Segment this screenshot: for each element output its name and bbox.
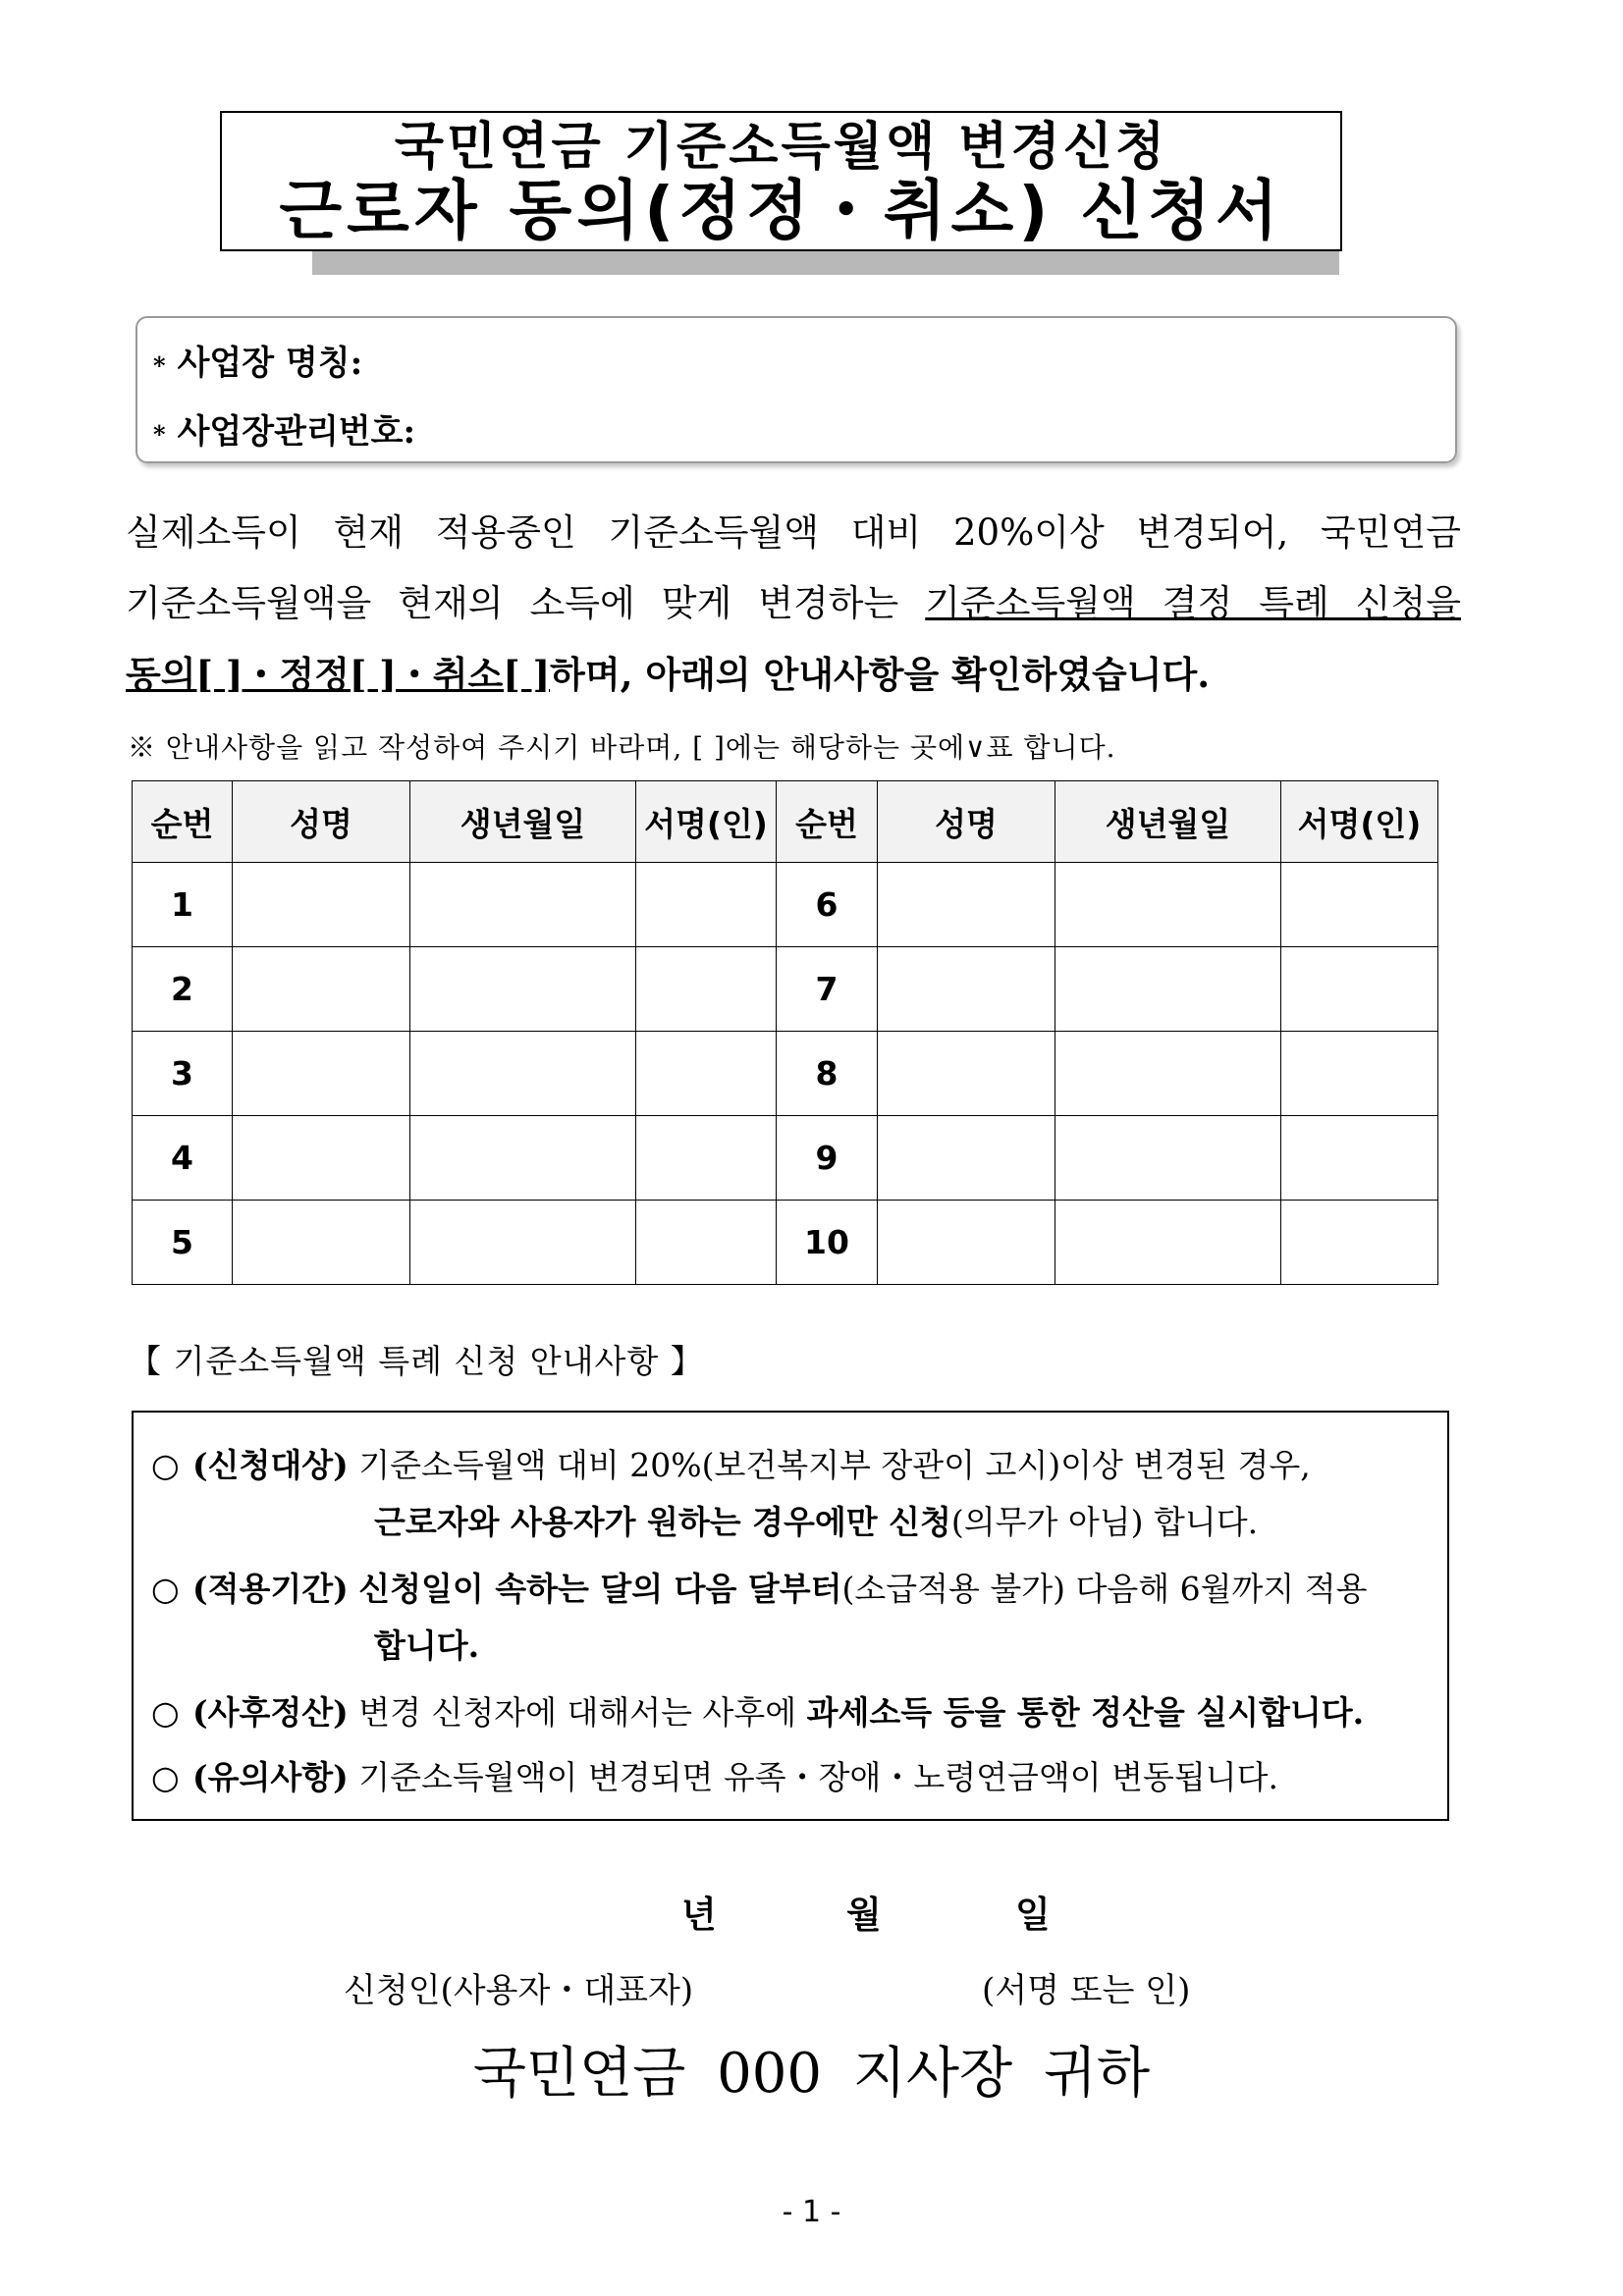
consent-statement <box>126 498 1461 711</box>
guide-text-bold: 신청일이 속하는 달의 다음 달부터 <box>358 1570 842 1608</box>
row-number: 10 <box>777 1201 878 1285</box>
consent-checkbox-options[interactable]: 동의[ ]・정정[ ]・취소[ ] <box>126 653 551 696</box>
guide-box <box>132 1411 1449 1821</box>
guide-text: (소급적용 불가) 다음해 6월까지 적용 <box>841 1570 1368 1608</box>
table-row <box>133 1032 1438 1116</box>
statement-text: 하며, 아래의 안내사항을 확인하였습니다. <box>550 653 1211 696</box>
date-month-label: 월 <box>846 1893 882 1936</box>
table-row <box>133 947 1438 1032</box>
birthdate-cell[interactable] <box>1055 1116 1281 1201</box>
table-row <box>133 1116 1438 1201</box>
statement-line-1: 실제소득이 현재 적용중인 기준소득월액 대비 20%이상 변경되어, 국민연금 <box>126 511 1461 554</box>
guide-item-period-cont <box>374 1621 479 1667</box>
signature-cell[interactable] <box>1281 1201 1438 1285</box>
form-title-line1: 국민연금 기준소득월액 변경신청 <box>394 118 1168 177</box>
row-number: 4 <box>133 1116 233 1201</box>
guide-text-bold: 합니다. <box>374 1627 480 1665</box>
addressee: 국민연금 000 지사장 귀하 <box>472 2042 1151 2106</box>
business-name-label: 사업장 명칭: <box>177 344 363 383</box>
name-cell[interactable] <box>233 1201 410 1285</box>
guide-text-bold: 과세소득 등을 통한 정산을 실시합니다. <box>806 1693 1365 1732</box>
signature-cell[interactable] <box>1281 1116 1438 1201</box>
circle-bullet-icon: ○ <box>151 1758 180 1796</box>
birthdate-cell[interactable] <box>1055 1032 1281 1116</box>
guide-label: (신청대상) <box>192 1446 349 1484</box>
birthdate-cell[interactable] <box>1055 1201 1281 1285</box>
header-signature: 서명(인) <box>636 781 777 863</box>
birthdate-cell[interactable] <box>1055 863 1281 947</box>
statement-text: 기준소득월액을 현재의 소득에 맞게 변경하는 <box>126 582 926 624</box>
guide-text: 기준소득월액 대비 20%(보건복지부 장관이 고시)이상 변경된 경우, <box>358 1446 1311 1484</box>
name-cell[interactable] <box>233 863 410 947</box>
row-number: 7 <box>777 947 878 1032</box>
signature-cell[interactable] <box>636 947 777 1032</box>
header-no: 순번 <box>777 781 878 863</box>
signature-cell[interactable] <box>1281 863 1438 947</box>
row-number: 3 <box>133 1032 233 1116</box>
form-title-line2: 근로자 동의(정정・취소) 신청서 <box>279 173 1283 248</box>
circle-bullet-icon: ○ <box>151 1570 180 1608</box>
guide-heading: 【 기준소득월액 특례 신청 안내사항 】 <box>129 1342 704 1380</box>
signature-cell[interactable] <box>636 1116 777 1201</box>
guide-item-period <box>151 1564 1368 1610</box>
title-box <box>220 111 1342 251</box>
header-signature: 서명(인) <box>1281 781 1438 863</box>
signature-cell[interactable] <box>636 1201 777 1285</box>
statement-line-3 <box>126 639 1461 711</box>
row-number: 8 <box>777 1032 878 1116</box>
business-number-row[interactable] <box>153 404 415 453</box>
business-number-label: 사업장관리번호: <box>177 412 416 452</box>
name-cell[interactable] <box>233 947 410 1032</box>
birthdate-cell[interactable] <box>1055 947 1281 1032</box>
statement-underlined: 기준소득월액 결정 특례 신청을 <box>925 582 1462 624</box>
row-number: 2 <box>133 947 233 1032</box>
row-number: 9 <box>777 1116 878 1201</box>
birthdate-cell[interactable] <box>410 947 636 1032</box>
guide-text: 기준소득월액이 변경되면 유족・장애・노령연금액이 변동됩니다. <box>358 1758 1279 1796</box>
row-number: 5 <box>133 1201 233 1285</box>
guide-item-target <box>151 1440 1311 1486</box>
signature-cell[interactable] <box>1281 1032 1438 1116</box>
row-number: 6 <box>777 863 878 947</box>
table-row <box>133 1201 1438 1285</box>
business-name-row[interactable] <box>153 336 362 384</box>
worker-consent-table <box>132 780 1438 1285</box>
asterisk-icon: * <box>153 419 166 449</box>
birthdate-cell[interactable] <box>410 1201 636 1285</box>
name-cell[interactable] <box>233 1032 410 1116</box>
header-birthdate: 생년월일 <box>410 781 636 863</box>
name-cell[interactable] <box>878 1032 1055 1116</box>
business-info-box <box>135 316 1457 463</box>
table-row <box>133 863 1438 947</box>
name-cell[interactable] <box>878 863 1055 947</box>
guide-item-target-cont <box>374 1497 1258 1543</box>
header-name: 성명 <box>878 781 1055 863</box>
name-cell[interactable] <box>233 1116 410 1201</box>
guide-text-bold: 근로자와 사용자가 원하는 경우에만 신청 <box>374 1503 951 1541</box>
name-cell[interactable] <box>878 1201 1055 1285</box>
instruction-note: ※ 안내사항을 읽고 작성하여 주시기 바라며, [ ]에는 해당하는 곳에∨표 합니다. <box>128 731 1116 764</box>
header-name: 성명 <box>233 781 410 863</box>
guide-item-caution <box>151 1752 1278 1798</box>
asterisk-icon: * <box>153 350 166 380</box>
date-day-label: 일 <box>1015 1893 1051 1936</box>
guide-item-settlement <box>151 1687 1364 1734</box>
signature-cell[interactable] <box>636 1032 777 1116</box>
signature-label[interactable]: (서명 또는 인) <box>982 1971 1191 2010</box>
header-no: 순번 <box>133 781 233 863</box>
guide-text: (의무가 아님) 합니다. <box>950 1503 1259 1541</box>
applicant-label: 신청인(사용자・대표자) <box>344 1971 694 2010</box>
signature-cell[interactable] <box>636 863 777 947</box>
signature-cell[interactable] <box>1281 947 1438 1032</box>
row-number: 1 <box>133 863 233 947</box>
guide-label: (적용기간) <box>192 1570 349 1608</box>
guide-label: (유의사항) <box>192 1758 349 1796</box>
page-number: - 1 - <box>782 2195 841 2229</box>
statement-line-2 <box>126 568 1461 639</box>
circle-bullet-icon: ○ <box>151 1446 180 1484</box>
circle-bullet-icon: ○ <box>151 1693 180 1732</box>
name-cell[interactable] <box>878 947 1055 1032</box>
guide-text: 변경 신청자에 대해서는 사후에 <box>358 1693 807 1732</box>
name-cell[interactable] <box>878 1116 1055 1201</box>
guide-label: (사후정산) <box>192 1693 349 1732</box>
table-header-row <box>133 781 1438 863</box>
birthdate-cell[interactable] <box>410 1116 636 1201</box>
birthdate-cell[interactable] <box>410 1032 636 1116</box>
birthdate-cell[interactable] <box>410 863 636 947</box>
header-birthdate: 생년월일 <box>1055 781 1281 863</box>
date-year-label: 년 <box>681 1893 717 1936</box>
